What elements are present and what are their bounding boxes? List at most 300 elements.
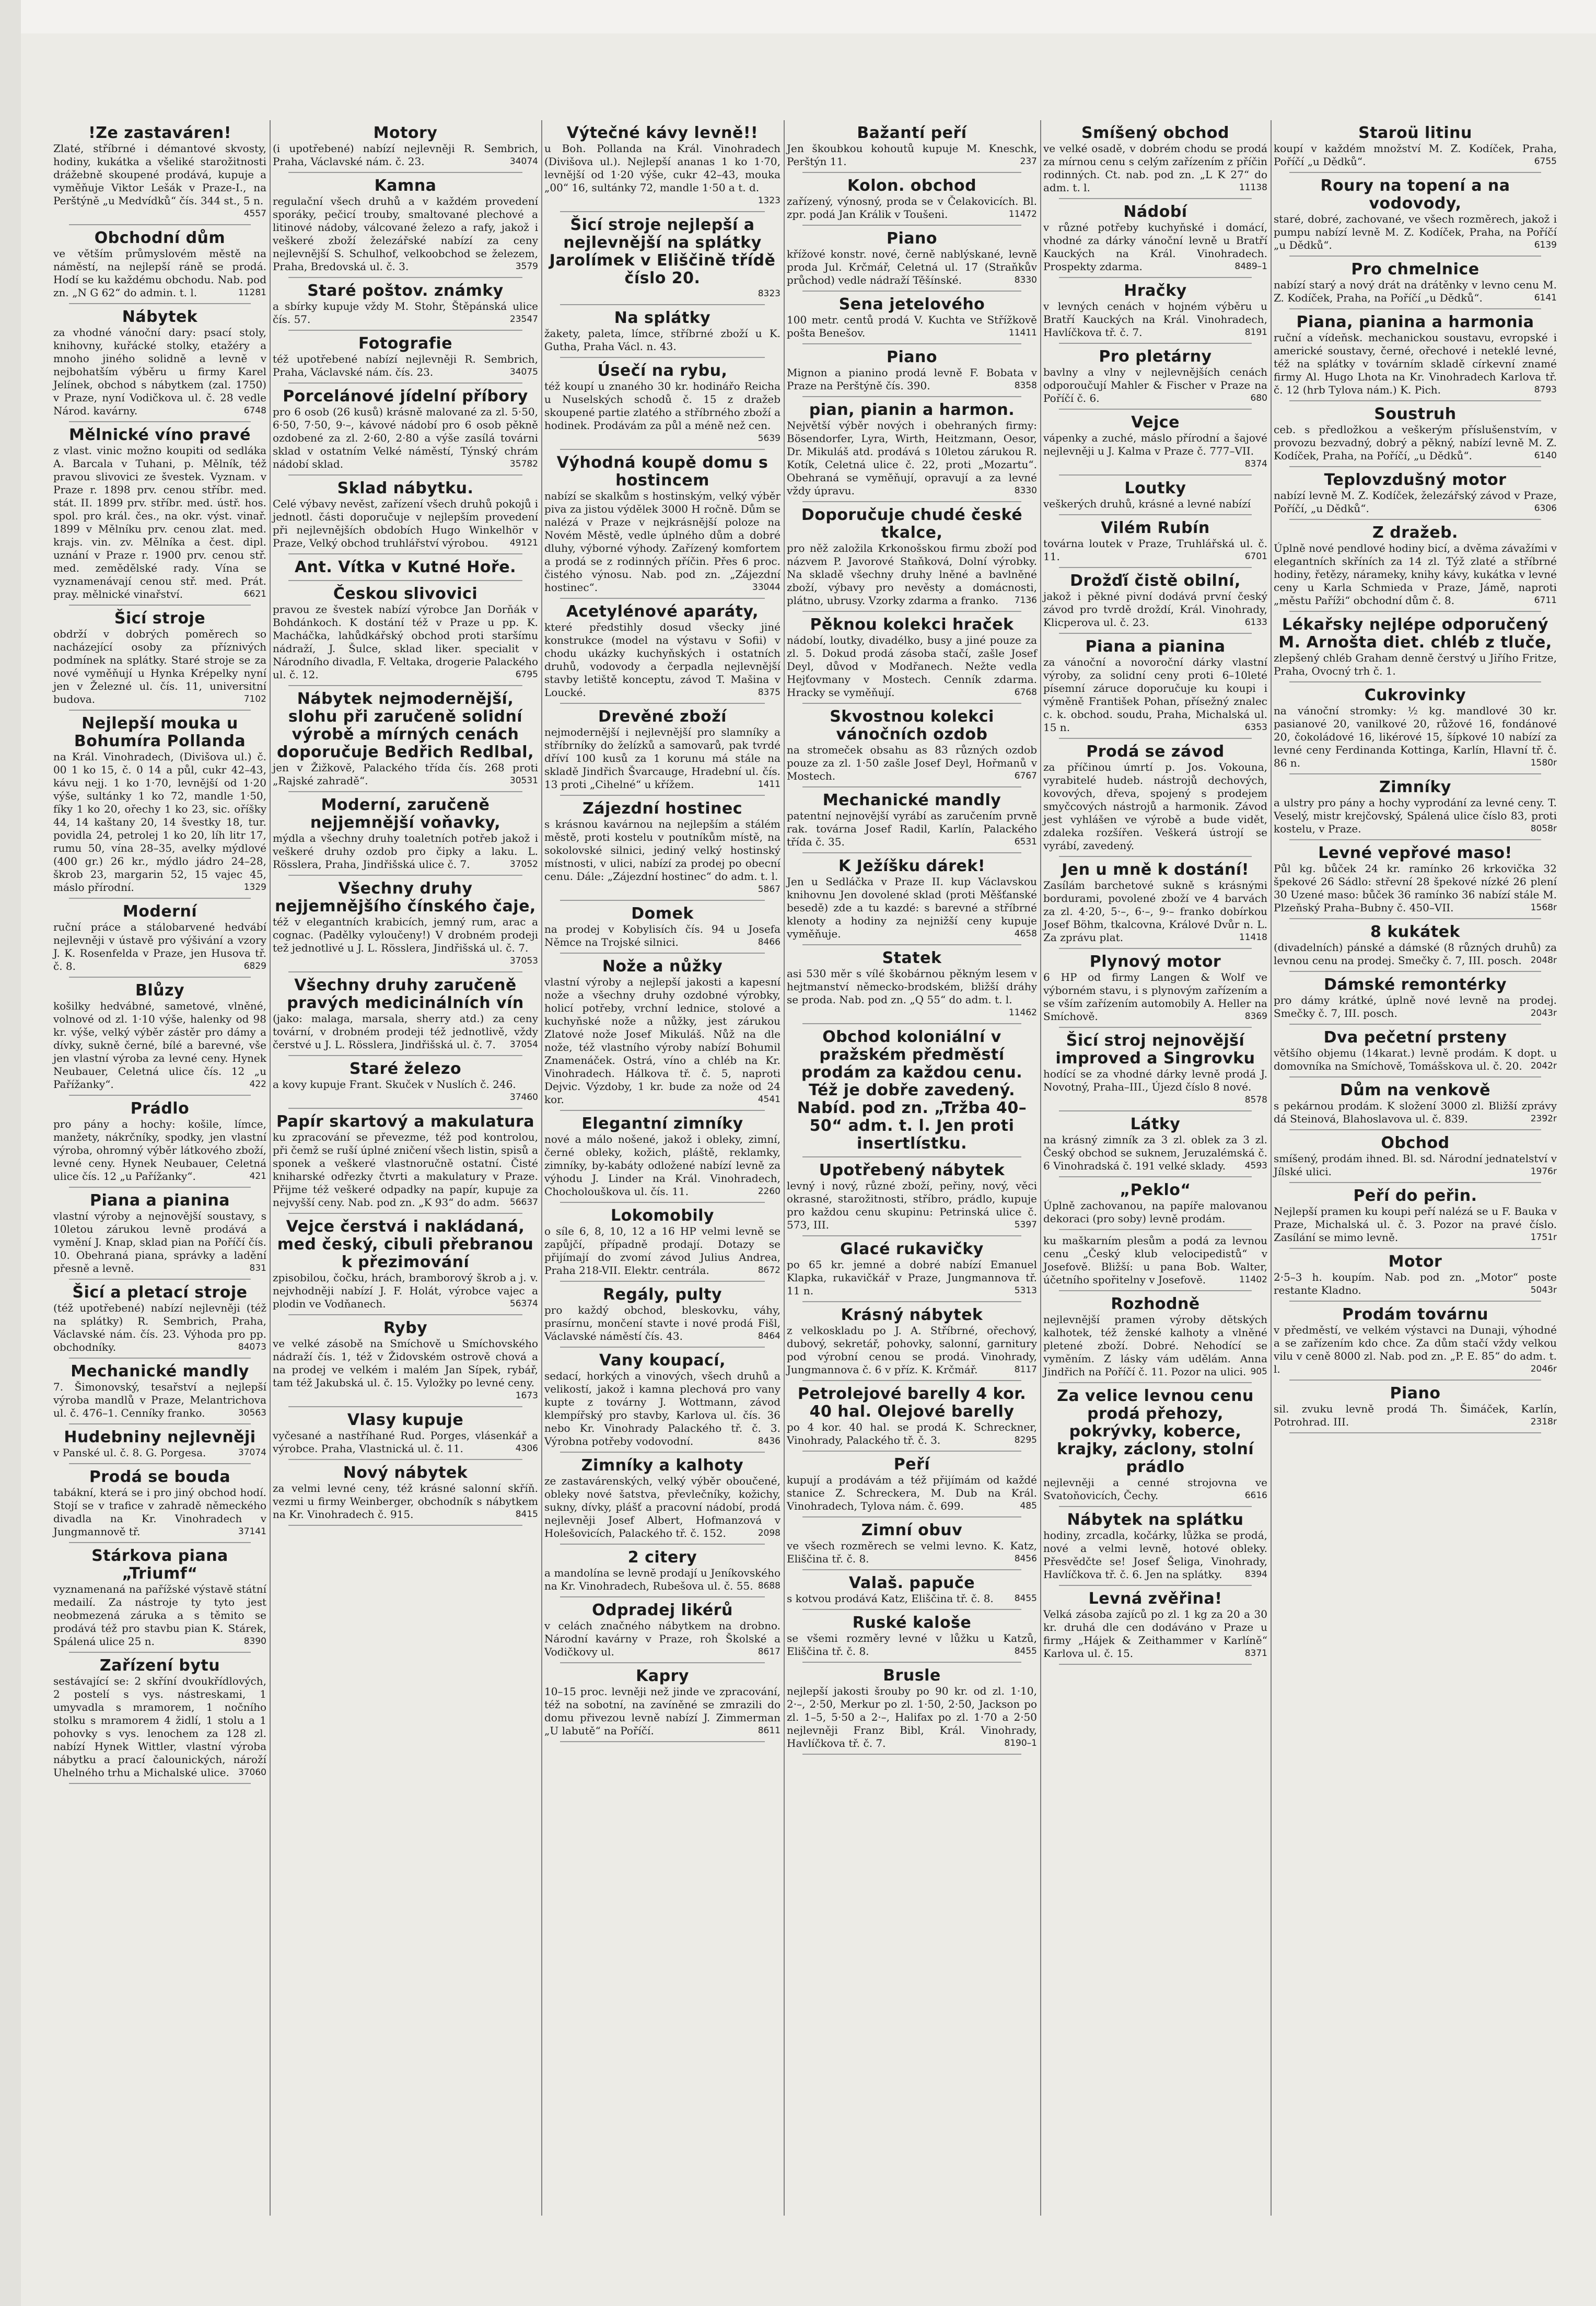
- ad-body: 2·5–3 h. koupím. Nab. pod zn. „Motor“ poste restante Kladno.: [1274, 1271, 1557, 1296]
- ad-number: 1568r: [1530, 902, 1557, 913]
- ad-heading: Výtečné kávy levně!!: [566, 124, 759, 142]
- ad-number: 11281: [238, 287, 266, 298]
- ad-number: 37060: [238, 1767, 266, 1778]
- ad-heading: Moderní: [122, 902, 197, 921]
- ad-heading: Zimníky a kalhoty: [581, 1456, 744, 1475]
- ad-separator: [288, 1314, 522, 1315]
- ad-body: tabákní, která se i pro jiný obchod hodí. Stojí se v trafice v zahradě německého divadla na Kr. Vinohradech v Jungmannově tř.: [53, 1486, 266, 1538]
- ad-heading: K Ježíšku dárek!: [838, 857, 986, 875]
- ad-separator: [69, 1358, 251, 1359]
- ad-number: 3579: [515, 261, 538, 272]
- ad-separator: [69, 1095, 251, 1096]
- ad-number: 1411: [758, 779, 780, 790]
- classified-ad: [273, 335, 538, 379]
- ad-separator: [1289, 1432, 1541, 1433]
- ad-body: ve velké osadě, v dobrém chodu se prodá za mírnou cenu s celým zařízením z příčin rodinných. Ct. nab. pod zn. „L K 27“ do adm. t. l.: [1043, 142, 1267, 194]
- ads-column-5: [1040, 124, 1271, 2215]
- ad-number: 5867: [758, 884, 780, 895]
- ad-separator: [802, 343, 1021, 344]
- ad-heading: Zájezdní hostinec: [582, 799, 743, 818]
- ad-heading: Rozhodně: [1111, 1295, 1200, 1313]
- ad-body: koupí v každém množství M. Z. Kodíček, Praha, Poříčí „u Dědků“.: [1274, 142, 1557, 168]
- ad-separator: [1289, 1248, 1541, 1249]
- ad-number: 2048r: [1530, 955, 1557, 966]
- ad-heading: Lokomobily: [611, 1207, 714, 1225]
- ad-separator: [1289, 971, 1541, 972]
- ad-number: 905: [1250, 1366, 1267, 1377]
- ad-heading: Staré železo: [349, 1060, 462, 1078]
- ad-body: ve větším průmyslovém městě na náměstí, na nejlepší ráně se prodá. Hodí se ku každému obchodu. Nab. pod zn. „N G 62“ do admin. t. l.: [53, 247, 266, 299]
- ad-number: 6829: [243, 961, 266, 971]
- ad-number: 8793: [1534, 385, 1557, 395]
- ad-heading: Soustruh: [1374, 405, 1457, 423]
- ad-separator: [560, 1452, 765, 1453]
- ad-number: 8415: [515, 1509, 538, 1520]
- ad-number: 6353: [1244, 722, 1267, 733]
- ad-number: 6711: [1534, 595, 1557, 606]
- ad-body: vlastní výroby a nejlepší jakosti a kapesní nože a všechny druhy ozdobné výrobky, holicí potřeby, vrchní lednice, stolové a kuchyňské nože a nůžky, jest zárukou Zlatové nože Josef Mikuláš. Nůž na dle nože, též vlastního výroby nabízí Bohumil Znamenáček. Ostrá, víno a chléb na Kr. Vinohradech. Hálkova tř. č. 5, naproti Dejvic. Výzdoby, 1 kr. bude za nože od 24 kor.: [544, 976, 780, 1106]
- ad-separator: [69, 898, 251, 899]
- classified-ad: [787, 1574, 1037, 1605]
- ad-heading: 8 kukátek: [1370, 923, 1460, 941]
- ad-separator: [1059, 198, 1252, 199]
- ad-number: 6139: [1534, 240, 1557, 250]
- classified-ad: [544, 124, 780, 207]
- classified-ad: [273, 177, 538, 273]
- classified-ad: [787, 177, 1037, 221]
- ad-body: kupují a prodávám a též přijímám od každé stanice Z. Schreckera, M. Dub na Král. Vinohradech, Tylova nám. č. 699.: [787, 1474, 1037, 1512]
- ad-separator: [802, 396, 1021, 397]
- ad-separator: [1059, 343, 1252, 344]
- ad-separator: [1289, 308, 1541, 309]
- classified-ad: [1043, 519, 1267, 563]
- ad-separator: [560, 1281, 765, 1282]
- ad-separator: [1289, 256, 1541, 257]
- ad-number: 8688: [758, 1581, 780, 1591]
- ad-number: 23547: [509, 314, 538, 325]
- classified-ad: [787, 1614, 1037, 1658]
- ad-body: továrna loutek v Praze, Truhlářská ul. č. 11.: [1043, 537, 1267, 563]
- classified-ad: [1274, 124, 1557, 168]
- classified-ad: [273, 1218, 538, 1311]
- ad-heading: Vany koupací,: [599, 1351, 726, 1370]
- ad-heading: Piano: [887, 229, 937, 248]
- ad-number: 37052: [509, 859, 538, 870]
- ad-body: Úplně zachovanou, na papíře malovanou dekoraci (pro soby) levně prodám.: [1043, 1199, 1267, 1225]
- ad-separator: [69, 303, 251, 304]
- ad-body: sestávající se: 2 skříní dvoukřídlových, 2 postelí s vys. nástreskami, 1 umyvadla s mramorem, 1 nočního stolku s mramorem 4 židlí, 1 stolu a 1 pohovky s vys. lenochem za 128 zl. nabízí Hynek Wittler, vlastní výroba nábytku a prací čalounických, nároží Uhelného trhu a Michalské ulice.: [53, 1675, 266, 1779]
- ads-columns: [50, 124, 1560, 2215]
- classified-ad: [544, 708, 780, 791]
- ad-heading: Loutky: [1124, 479, 1186, 497]
- ad-body: na krásný zimník za 3 zl. oblek za 3 zl. Český obchod se suknem, Jeruzalémská č. 6 Vinohradská č. 191 velké sklady.: [1043, 1133, 1267, 1172]
- classified-ad: [787, 230, 1037, 287]
- ad-body: pro 6 osob (26 kusů) krásně malované za zl. 5·50, 6·50, 7·50, 9·–, kávové nádobí pro 6 osob pěkně ozdobené za zl. 2·60, 2·80 a výše zasílá továrni sklad v ostatním Velké náměstí, Týnský chrám nádobí sklad.: [273, 405, 538, 470]
- ad-body: (též upotřebené) nabízí nejlevněji (též na splátky) R. Sembrich, Praha, Václavské nám. čís. 23. Výhoda pro pp. obchodníky.: [53, 1302, 266, 1353]
- ad-body: v celách značného nábytkem na drobno. Národní kavárny v Praze, roh Školské a Vodičkovy ul.: [544, 1619, 780, 1658]
- ad-heading: Obchod koloniální v pražském předměstí prodám za každou cenu. Též je dobře zavedený. Nabíd. pod zn. „Tržba 40–50“ adm. t. l. Jen proti insertlístku.: [797, 1028, 1027, 1153]
- ad-separator: [1289, 839, 1541, 840]
- ad-heading: 2 citery: [627, 1548, 697, 1567]
- classified-ad: [544, 1549, 780, 1593]
- classified-ad: [544, 1115, 780, 1198]
- ad-heading: Ant. Vítka v Kutné Hoře.: [294, 558, 517, 576]
- classified-ad: [53, 982, 266, 1091]
- ad-body: ruční a vídeňsk. mechanickou soustavu, evropské i americké soustavy, černé, ořechové i neteklé levné, též na splátky v továrním skladě církevní znamé firmy Al. Hugo Lhota na Kr. Vinohradech Karlova tř. č. 12 (hrb Tylova nám.) K. Pich.: [1274, 331, 1557, 396]
- ad-separator: [1289, 681, 1541, 682]
- classified-ad: [273, 1464, 538, 1521]
- ad-separator: [560, 449, 765, 450]
- ad-number: 8323: [758, 288, 780, 299]
- ad-separator: [69, 1463, 251, 1464]
- ad-body: Celé výbavy nevěst, zařízení všech druhů pokojů i jednotl. části doporučuje v nejlepším provedení při nejlevnějších obdobích Hugo Winkelhör v Praze, Velký obchod truhlářství výrobou.: [273, 497, 538, 549]
- ad-separator: [1059, 514, 1252, 515]
- ad-number: 1329: [243, 882, 266, 893]
- ad-body: ku zpracování se převezme, též pod kontrolou, při čemž se ruší úplné zničení všech listin, spisů a sponek a veškeré vlastnoručně ostatní. Čisté kniharské odřezky čtvrti a makulatury v Praze. Přijme též veškeré odpadky na papír, kupuje za nejvyšší ceny. Nab. pod zn. „K 93“ do adm.: [273, 1131, 538, 1209]
- ad-separator: [1289, 1301, 1541, 1302]
- ad-number: 4306: [515, 1443, 538, 1454]
- ad-heading: Valaš. papuče: [848, 1574, 975, 1592]
- ad-number: 422: [249, 1079, 266, 1090]
- ad-heading: Nože a nůžky: [602, 957, 723, 976]
- classified-ad: [53, 1657, 266, 1779]
- ad-number: 8117: [1014, 1364, 1037, 1375]
- ad-body: nádobí, loutky, divadélko, busy a jiné pouze za zl. 5. Dokud prodá zásoba stačí, zašle Josef Deyl, důvod v Modřanech. Nežte vedla Hejťovmany v Mostech. Cenník zdarma. Hracky se vyměňují.: [787, 634, 1037, 699]
- ad-body: ceb. s předložkou a veškerým příslušenstvím, v provozu bezvadný, dobrý a pěkný, nabízí levně M. Z. Kodíček, Praha, na Poříčí, „u Dědků“.: [1274, 423, 1557, 462]
- ad-number: 2392r: [1530, 1114, 1557, 1124]
- ad-number: 11418: [1239, 932, 1267, 943]
- ad-body: v Panské ul. č. 8. G. Porgesa.: [53, 1446, 206, 1459]
- ad-separator: [802, 1156, 1021, 1157]
- ad-body: (divadelních) pánské a dámské (8 různých druhů) za levnou cenu na prodej. Smečky č. 7, III. posch.: [1274, 941, 1557, 967]
- page-left-edge: [0, 0, 21, 2306]
- ad-heading: Staré poštov. známky: [307, 282, 504, 300]
- classified-ad: [1274, 1187, 1557, 1244]
- ad-number: 33044: [752, 582, 780, 593]
- ad-separator: [802, 1516, 1021, 1517]
- classified-ad: [1043, 1234, 1267, 1287]
- ad-heading: Roury na topení a na vodovody,: [1320, 177, 1510, 213]
- ad-number: 37053: [509, 956, 538, 966]
- classified-ad: [1043, 348, 1267, 405]
- classified-ad: [1274, 923, 1557, 967]
- ad-number: 4658: [1014, 929, 1037, 939]
- ads-column-1: [50, 124, 270, 2215]
- ad-body: vlastní výroby a nejnovější soustavy, s 10letou zárukou levně prodává a vymění J. Knap, sklad pian na Poříčí čís. 10. Obehraná piana, správky a ladění přesně a levně.: [53, 1210, 266, 1274]
- classified-ad: [1274, 976, 1557, 1020]
- classified-ad: [53, 1100, 266, 1183]
- ad-body: regulační všech druhů a v každém provedení sporáky, pečicí trouby, smaltované plechové a litinové nádoby, válcované železo a rafy, jakož i veškeré zboží železářské nabízí za ceny nejlevnější S. Schulhof, velkoobchod se železem, Praha, Bredovská ul. č. 3.: [273, 195, 538, 273]
- ad-heading: Piana a pianina: [90, 1191, 230, 1210]
- classified-ad: [1043, 480, 1267, 511]
- classified-ad: [544, 1457, 780, 1540]
- ad-body: Velká zásoba zajíců po zl. 1 kg za 20 a 30 kr. druhá dle cen dodáváno v Praze u firmy „Hájek & Zeithammer v Karlíně“ Karlova ul. č. 15.: [1043, 1608, 1267, 1660]
- ad-separator: [69, 1783, 251, 1784]
- ad-number: 7136: [1014, 595, 1037, 606]
- ad-body: pro něž založila Krkonošskou firmu zboží pod názvem P. Javorové Staňková, Dolní výrobky. Na skladě všechny druhy lněné a bavlněné zboží, výbavy pro nevěsty a domácnosti, plátno, ubrusy. Vzorky zdarma a franko.: [787, 542, 1037, 607]
- ad-body: 100 metr. centů prodá V. Kuchta ve Střížkově pošta Benešov.: [787, 314, 1037, 339]
- ad-heading: Prodá se závod: [1086, 743, 1225, 761]
- classified-ad: [1043, 1511, 1267, 1581]
- ad-number: 6755: [1534, 156, 1557, 167]
- ad-separator: [69, 977, 251, 978]
- ad-heading: Teplovzdušný motor: [1324, 471, 1507, 489]
- ad-heading: Obchod: [1381, 1134, 1450, 1152]
- classified-ad: [1043, 124, 1267, 194]
- classified-ad: [1274, 616, 1557, 678]
- ad-number: 6140: [1534, 450, 1557, 461]
- ad-heading: Elegantní zimníky: [581, 1115, 743, 1133]
- classified-ad: [544, 454, 780, 594]
- ad-body: pravou ze švestek nabízí výrobce Jan Dorňák v Bohdánkoch. K dostání též v Praze u pp. K. Macháčka, lahůdkářský obchod proti staršímu nádraží, J. Šulce, sklad liker. specialit v Národního divadla, F. Veltaka, drogerie Palackého ul. č. 12.: [273, 603, 538, 681]
- ad-number: 8371: [1244, 1648, 1267, 1659]
- page-top-margin: [0, 0, 1596, 33]
- ad-body: Největší výběr nových i obehraných firmy: Bösendorfer, Lyra, Wirth, Heitzmann, Oesor, Dr. Mikuláš atd. prodává s 10letou zárukou R. Kotík, Celetná ulice č. 22, proti „Mozartu“. Obehraná se vyměňují, opravují a za levné vždy úpravu.: [787, 419, 1037, 497]
- ad-number: 8672: [758, 1265, 780, 1276]
- ad-body: též v elegantních krabicích, jemný rum, arac a cognac. (Padělky vyloučeny!) V drobném prodeji tež jednotlivé u J. L. Rösslera, Jindřišská ul. č. 7.: [273, 916, 538, 954]
- ad-number: 1976r: [1530, 1166, 1557, 1177]
- ad-body: staré, dobré, zachované, ve všech rozměrech, jakož i pumpu nabízí levně M. Z. Kodíček, Praha, na Poříčí „u Dědků“.: [1274, 213, 1557, 251]
- ad-body: na vánoční stromky: ½ kg. mandlové 30 kr. pasianové 20, vanilkové 20, růžové 16, fondánové 20, čokoládové 16, likérové 15, šípkové 10 nabízí za levné ceny Ferdinanda Kottinga, Karlín, Hlavní tř. č. 86 n.: [1274, 704, 1557, 769]
- classified-ad: [1274, 1134, 1557, 1178]
- classified-ad: [1274, 1029, 1557, 1073]
- ad-body: nejlevnější pramen výroby dětských kalhotek, též ženské kalhoty a vlněné pletené zboží. Dobré. Nehodící se vyměním. Z lásky vám udělám. Anna Jindřich na Poříčí č. 11. Pozor na ulici.: [1043, 1313, 1267, 1378]
- ad-body: košilky hedvábné, sametové, vlněné, volnové od zl. 1·10 výše, halenky od 98 kr. výše, velký výběr zástěr pro dámy a dívky, sukně černé, bílé a barevné, vše jen vlastní výroba za levné ceny. Hynek Neubauer, Celetná ulice čís. 12 „u Pařížanky“.: [53, 1000, 266, 1091]
- ad-number: 4557: [243, 208, 266, 219]
- ad-body: Jen u Sedláčka v Praze II. kup Václavskou knihovnu Jen dovolené sklad (proti Měšťanské besedě) zde a tu kazdé: s barevné a stříbrné klenoty a hodiny za nejnižší ceny kupuje vyměňuje.: [787, 875, 1037, 940]
- ad-heading: Jen u mně k dostání!: [1062, 861, 1249, 879]
- classified-ad: [787, 1385, 1037, 1447]
- ad-number: 8455: [1014, 1593, 1037, 1604]
- ad-separator: [560, 1596, 765, 1597]
- ad-separator: [69, 1423, 251, 1424]
- ad-heading: !Ze zastaváren!: [88, 124, 231, 142]
- classified-ad: [1274, 261, 1557, 305]
- ad-heading: Peří: [893, 1455, 930, 1474]
- ad-number: 37074: [238, 1447, 266, 1458]
- ad-separator: [69, 421, 251, 422]
- ad-heading: Mechanické mandly: [822, 791, 1001, 809]
- classified-ad: [53, 610, 266, 706]
- ad-separator: [1289, 1182, 1541, 1183]
- ad-body: bavlny a vlny v nejlevnějších cenách odporoučují Mahler & Fischer v Praze na Poříčí č. 6.: [1043, 366, 1267, 404]
- ad-separator: [288, 1213, 522, 1214]
- ad-separator: [288, 474, 522, 476]
- ad-body: zařízený, výnosný, proda se v Čelakovicích. Bl. zpr. podá Jan Králik v Toušeni.: [787, 195, 1037, 221]
- ad-separator: [1289, 1129, 1541, 1130]
- ad-number: 6701: [1244, 551, 1267, 562]
- ad-body: hodící se za vhodné dárky levně prodá J. Novotný, Praha–III., Újezd číslo 8 nové.: [1043, 1068, 1267, 1093]
- ad-heading: Porcelánové jídelní příbory: [283, 387, 528, 405]
- ad-separator: [69, 605, 251, 606]
- ad-separator: [1059, 633, 1252, 634]
- ad-heading: Dva pečetní prsteny: [1323, 1028, 1507, 1047]
- ad-body: na Král. Vinohradech, (Divišova ul.) č. 00 1 ko 15, č. 0 14 a půl, cukr 42–43, kávu nejj. 1 ko 1·70, levnější od 1·20 výše, sultánky 1 ko 72, mandle 1·50, fíky 1 ko 20, ořechy 1 ko 23, sic. oříšky 44, 14 kaštany 20, 14 švestky 18, tur. povidla 24, petrolej 1 ko 20, líh litr 17, rumu 50, vína 28–35, avelky mýdlové (400 gr.) 26 kr., mýdlo jádro 24–28, škrob 23, margarin 52, 15 vajec 45, máslo přírodní.: [53, 750, 266, 894]
- ad-separator: [69, 1187, 251, 1188]
- classified-ad: [273, 796, 538, 871]
- ad-body: levný i nový, různé zboží, peřiny, nový, věci okrasné, starožitnosti, stříbro, prádlo, kupuje pro každou cenu skupinu: Petrinská ulice č. 573, III.: [787, 1179, 1037, 1231]
- ad-body: hodiny, zrcadla, kočárky, lůžka se prodá, nové a velmi levně, hotové obleky. Přesvědčte se! Josef Šeliga, Vinohrady, Havlíčkova tř. č. 6. Jen na splátky.: [1043, 1529, 1267, 1581]
- ad-body: též koupí u znaného 30 kr. hodinářo Reicha u Nuselských schodů č. 15 z dražeb skoupené partie zlatého a stříbrného zboží a hodinek. Prodávám za půl a méně než cen.: [544, 380, 780, 432]
- classified-ad: [53, 1468, 266, 1538]
- classified-ad: [787, 1306, 1037, 1376]
- ad-body: o síle 6, 8, 10, 12 a 16 HP velmi levně se zapůjčí, případně prodají. Dotazy se přijímají do zvomí závod Julius Andrea, Praha 218-VII. Elektr. centrála.: [544, 1225, 780, 1277]
- classified-ad: [1274, 844, 1557, 914]
- ad-body: ze zastavárenských, velký výběr oboučené, obleky nové šatstva, převlečníky, kožichy, sukny, dívky, plášť a pracovní nádobí, prodá nejlevněji Josef Albert, Hofmanzová v Holešovicích, Palackého tř. č. 152.: [544, 1475, 780, 1539]
- ad-number: 680: [1250, 393, 1267, 403]
- ad-heading: Odpradej likérů: [592, 1601, 733, 1619]
- classified-ad: [1274, 1385, 1557, 1429]
- ad-body: a ulstry pro pány a hochy vyprodání za levné ceny. T. Veselý, mistr krejčovský, Spálená ulice číslo 83, proti kostelu, v Praze.: [1274, 796, 1557, 835]
- ad-separator: [802, 291, 1021, 292]
- ad-body: žakety, paleta, límce, stříbrné zboží u K. Gutha, Praha Václ. n. 43.: [544, 327, 780, 353]
- classified-ad: [544, 1602, 780, 1659]
- classified-ad: [787, 857, 1037, 941]
- ad-number: 8394: [1244, 1569, 1267, 1580]
- classified-ad: [1274, 1082, 1557, 1126]
- classified-ad: [787, 616, 1037, 699]
- classified-ad: [1043, 638, 1267, 734]
- ad-heading: Piano: [887, 348, 937, 366]
- ad-heading: Prádlo: [130, 1099, 190, 1118]
- ad-body: nejlevněji a cenné strojovna ve Svatoňovicích, Čechy.: [1043, 1476, 1267, 1502]
- ad-number: 34074: [509, 156, 538, 167]
- ad-body: za vhodné vánoční dary: psací stoly, knihovny, kuřácké stolky, etažéry a mnoho jiného solidně a levně v nejbohatším výběru u firmy Karel Jelínek, obchod s nábytkem (zal. 1750) v Praze, nyní Vodičkova ul. č. 28 vedle Národ. kavárny.: [53, 326, 266, 417]
- ad-separator: [1059, 1382, 1252, 1383]
- ad-heading: Zimníky: [1379, 778, 1451, 796]
- ad-heading: Vejce: [1131, 413, 1180, 432]
- ad-number: 5397: [1014, 1220, 1037, 1230]
- ad-separator: [560, 795, 765, 796]
- ad-separator: [802, 1662, 1021, 1663]
- ad-separator: [288, 383, 522, 384]
- ad-number: 8190–1: [1004, 1738, 1037, 1748]
- classified-ad: [53, 715, 266, 894]
- classified-ad: [1043, 282, 1267, 339]
- classified-ad: [1043, 203, 1267, 273]
- classified-ad: [273, 1319, 538, 1403]
- ad-separator: [1059, 1229, 1252, 1230]
- ad-body: Půl kg. bůček 24 kr. ramínko 26 krkovička 32 špekové 26 Sádlo: střevní 28 špekové nízké 26 plení 30 Uzené maso: bůček 36 ramínko 36 nabízí stále M. Plzeňský Praha–Bubny č. 450–VII.: [1274, 862, 1557, 914]
- ad-number: 8456: [1014, 1554, 1037, 1564]
- ad-separator: [1059, 856, 1252, 857]
- ad-body: s kotvou prodává Katz, Eliščina tř. č. 8.: [787, 1592, 994, 1605]
- ad-number: 8611: [758, 1725, 780, 1736]
- ad-heading: Šicí stroje nejlepší a nejlevnější na splátky Jarolímek v Eliščině třídě číslo 20.: [549, 216, 776, 287]
- ad-separator: [288, 330, 522, 331]
- ad-separator: [560, 1347, 765, 1348]
- ad-separator: [288, 971, 522, 972]
- ad-body: které předstihly dosud všecky jiné konstrukce (model na výstavu v Sofii) v chodu ukázky kuchyňských i ostatních druhů, vodovody a čerpadla nejlevnější stavby letiště konceptu, závod T. Mašina v Loucké.: [544, 621, 780, 699]
- ad-separator: [560, 304, 765, 305]
- ad-number: 37054: [509, 1039, 538, 1050]
- ad-heading: Šicí a pletací stroje: [72, 1283, 248, 1302]
- ad-number: 2042r: [1530, 1061, 1557, 1071]
- ad-body: po 4 kor. 40 hal. se prodá K. Schreckner, Vinohrady, Palackého tř. č. 3.: [787, 1421, 1037, 1446]
- ad-heading: Úsečí na rybu,: [597, 362, 728, 380]
- ad-number: 5043r: [1530, 1285, 1557, 1295]
- classified-ad: [53, 1547, 266, 1648]
- ad-number: 49121: [509, 538, 538, 548]
- classified-ad: [273, 585, 538, 681]
- ad-separator: [802, 611, 1021, 612]
- ad-heading: Levné vepřové maso!: [1318, 844, 1512, 862]
- ad-separator: [1059, 474, 1252, 476]
- ad-separator: [1289, 519, 1541, 520]
- ad-number: 84073: [238, 1342, 266, 1352]
- ad-number: 1323: [758, 195, 780, 206]
- ad-separator: [1059, 1176, 1252, 1177]
- ad-number: 8578: [1244, 1095, 1267, 1105]
- ad-body: nabízí starý a nový drát na drátěnky v levno cenu M. Z. Kodíček, Praha, na Poříčí „u Dědků“.: [1274, 279, 1557, 304]
- classified-ad: [1043, 572, 1267, 629]
- ad-heading: Hudebniny nejlevněji: [64, 1428, 256, 1446]
- ad-heading: Šicí stroj nejnovější improved a Singrovku: [1055, 1032, 1255, 1068]
- ad-separator: [288, 1108, 522, 1109]
- ad-number: 11472: [1008, 209, 1037, 219]
- ad-body: za vánoční a novoroční dárky vlastní výroby, za solidní ceny proti 6–10leté písemní záruce doporučuje ku koupi i výměně František Pohan, přísežný znalec c. k. obchod. soudu, Praha, Michalská ul. 15 n.: [1043, 656, 1267, 734]
- ad-separator: [560, 1544, 765, 1545]
- ad-separator: [1059, 277, 1252, 278]
- classified-ad: [1274, 1306, 1557, 1376]
- ad-separator: [288, 1055, 522, 1056]
- classified-ad: [1043, 1295, 1267, 1378]
- ad-separator: [802, 1380, 1021, 1381]
- ad-body: Úplně nové pendlové hodiny bicí, a dvěma závažími v elegantních skříních za 14 zl. Týž zlaté a stříbrné hodiny, řetězy, nárameky, knihy kávy, kukátka v levné ceny u Karla Schmieda v Praze, Jámě, naproti „městu Paříži“ obchodní dům č. 8.: [1274, 542, 1557, 607]
- classified-ad: [787, 349, 1037, 392]
- ad-body: křížové konstr. nové, černě nablýskané, levně proda Jul. Krčmář, Celetná ul. 17 (Straňkův průchod) vedle nádraží Těšínské.: [787, 248, 1037, 286]
- classified-ad: [1043, 1116, 1267, 1173]
- ad-separator: [288, 1406, 522, 1407]
- ad-heading: Nejlepší mouka u Bohumíra Pollanda: [74, 714, 246, 750]
- ad-heading: Vlasy kupuje: [347, 1411, 464, 1429]
- ad-heading: Nábytek nejmodernější, slohu při zaručeně solidní výrobě a mírných cenách doporučuje Bedřich Redlbal,: [277, 690, 534, 761]
- ad-number: 2046r: [1530, 1364, 1557, 1374]
- ad-heading: Peří do peřin.: [1353, 1187, 1477, 1205]
- classified-ad: [544, 1667, 780, 1737]
- ad-separator: [802, 944, 1021, 945]
- ad-heading: Látky: [1130, 1115, 1181, 1133]
- ad-number: 1673: [515, 1390, 538, 1401]
- ad-separator: [560, 1110, 765, 1111]
- ad-separator: [1059, 1027, 1252, 1028]
- ad-heading: Krásný nábytek: [841, 1306, 983, 1324]
- ad-number: 8330: [1014, 275, 1037, 285]
- ad-separator: [560, 1202, 765, 1203]
- classified-ad: [787, 124, 1037, 168]
- ad-heading: Hračky: [1124, 282, 1187, 300]
- ad-heading: Petrolejové barelly 4 kor. 40 hal. Olejové barelly: [797, 1385, 1027, 1421]
- ad-heading: Piana a pianina: [1085, 638, 1226, 656]
- ad-body: a mandolína se levně prodají u Jeníkovského na Kr. Vinohradech, Rubešova ul. č. 55.: [544, 1567, 780, 1592]
- classified-ad: [787, 1667, 1037, 1750]
- ad-separator: [288, 172, 522, 173]
- ad-heading: Na splátky: [614, 309, 711, 327]
- ad-separator: [288, 1525, 522, 1526]
- ad-number: 6616: [1244, 1490, 1267, 1501]
- classified-ad: [1043, 953, 1267, 1023]
- ad-number: 1751r: [1530, 1232, 1557, 1243]
- ad-number: 8617: [758, 1647, 780, 1657]
- classified-ad: [1274, 314, 1557, 397]
- ad-number: 8330: [1014, 485, 1037, 496]
- ad-heading: „Peklo“: [1120, 1181, 1191, 1199]
- ad-number: 8191: [1244, 327, 1267, 338]
- ad-separator: [1289, 400, 1541, 401]
- ad-separator: [560, 953, 765, 954]
- ad-separator: [288, 580, 522, 581]
- ad-body: Mignon a pianino prodá levně F. Bobata v Praze na Perštýně čís. 390.: [787, 366, 1037, 392]
